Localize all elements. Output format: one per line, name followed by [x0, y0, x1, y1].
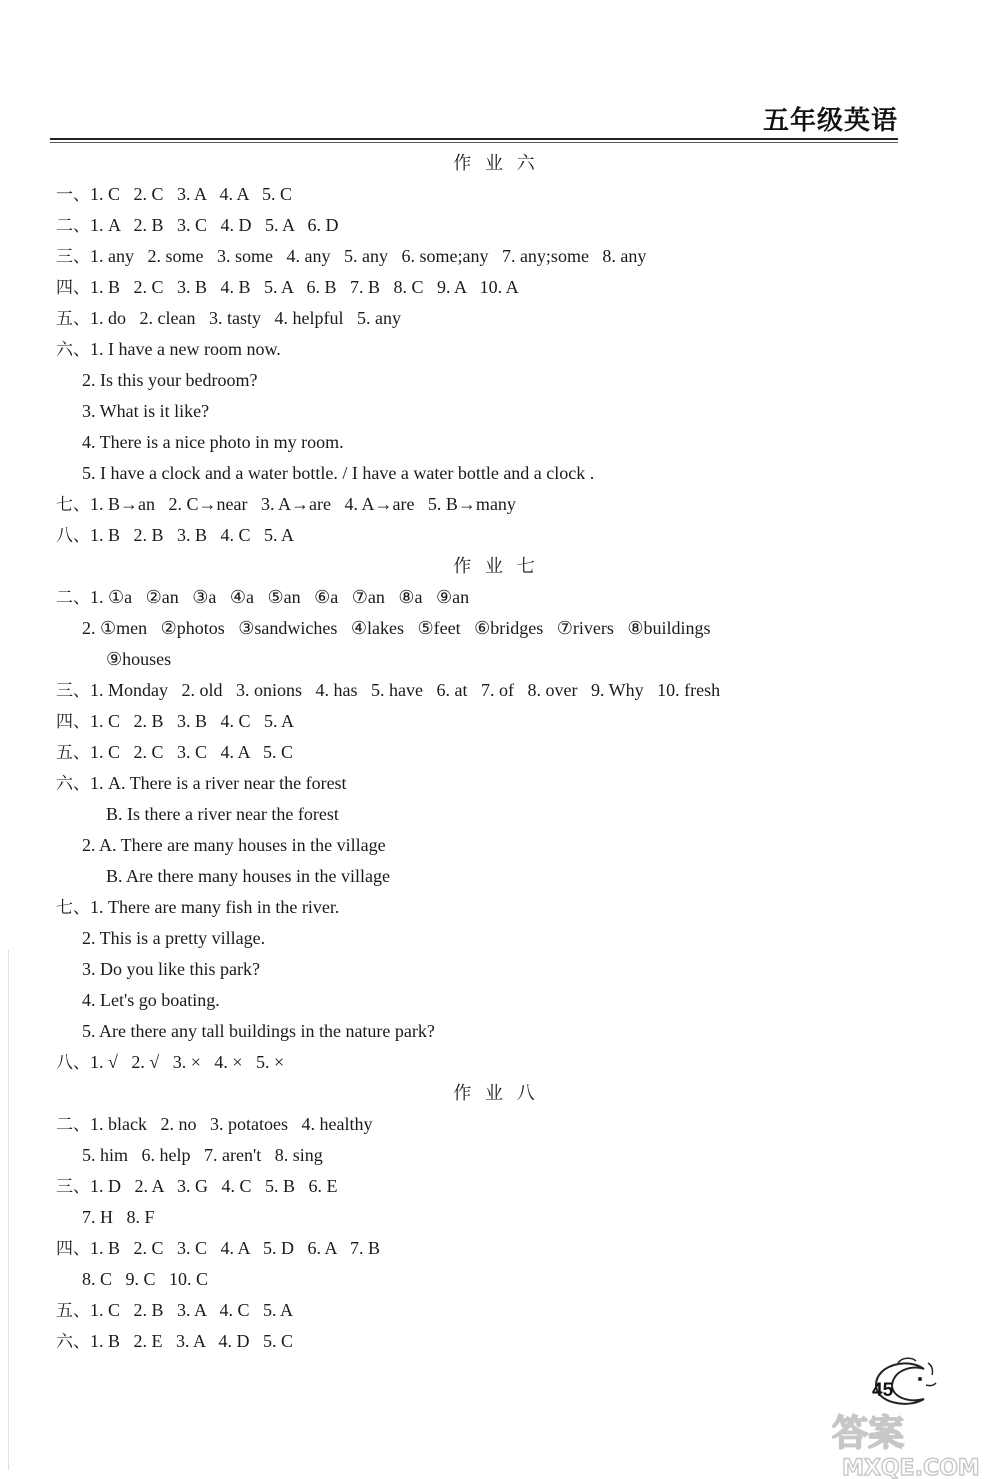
answer-text: 1. C 2. C 3. C 4. A 5. C: [90, 742, 294, 762]
answer-text: 5. him 6. help 7. aren't 8. sing: [82, 1145, 323, 1165]
answer-line: [56, 1047, 936, 1078]
header-rule-thin: [50, 142, 898, 143]
answer-line: [56, 1109, 936, 1140]
answer-text: 1. A. There is a river near the forest: [90, 773, 347, 793]
answer-line: [56, 613, 936, 644]
answer-line: [56, 1171, 936, 1202]
answer-line: [56, 210, 936, 241]
answer-line: [56, 241, 936, 272]
answer-text: 1. B 2. E 3. A 4. D 5. C: [90, 1331, 294, 1351]
answer-line: [56, 1295, 936, 1326]
question-number-label: 八、: [56, 1053, 90, 1073]
answer-line: [56, 985, 936, 1016]
answer-line: [56, 396, 936, 427]
answer-text: 1. I have a new room now.: [90, 339, 281, 359]
answer-line: [56, 706, 936, 737]
question-number-label: 四、: [56, 278, 90, 298]
answer-line: [56, 303, 936, 334]
answer-text: 1. C 2. B 3. A 4. C 5. A: [90, 1300, 294, 1320]
answer-line: [56, 1264, 936, 1295]
watermark-text-main: 答案: [832, 1413, 905, 1454]
section-title: 作 业 六: [453, 153, 539, 174]
answer-line: [56, 644, 936, 675]
question-number-label: 三、: [56, 247, 90, 267]
answer-text: 2. ①men ②photos ③sandwiches ④lakes ⑤feet ⑥bridges ⑦rivers ⑧buildings: [82, 618, 711, 638]
question-number-label: 三、: [56, 681, 90, 701]
page-number: 45: [872, 1380, 894, 1401]
answer-text: 1. B 2. C 3. C 4. A 5. D 6. A 7. B: [90, 1238, 381, 1258]
question-number-label: 四、: [56, 712, 90, 732]
answer-text: 4. There is a nice photo in my room.: [82, 432, 344, 452]
answer-text: 1. do 2. clean 3. tasty 4. helpful 5. any: [90, 308, 401, 328]
answer-line: [56, 458, 936, 489]
answer-text: 1. B 2. C 3. B 4. B 5. A 6. B 7. B 8. C 9. A 10. A: [90, 277, 519, 297]
question-number-label: 七、: [56, 898, 90, 918]
question-number-label: 六、: [56, 1332, 90, 1352]
answer-text: 7. H 8. F: [82, 1207, 155, 1227]
answer-line: [56, 179, 936, 210]
answer-text: 8. C 9. C 10. C: [82, 1269, 209, 1289]
answer-text: 2. This is a pretty village.: [82, 928, 266, 948]
question-number-label: 六、: [56, 340, 90, 360]
answer-line: [56, 861, 936, 892]
answer-line: [56, 582, 936, 613]
question-number-label: 五、: [56, 309, 90, 329]
answer-line: [56, 1326, 936, 1357]
answer-line: [56, 1016, 936, 1047]
question-number-label: 二、: [56, 588, 90, 608]
question-number-label: 三、: [56, 1177, 90, 1197]
section-title: 作 业 八: [453, 1083, 539, 1104]
watermark-logo: [820, 1405, 1000, 1479]
answer-text: B. Are there many houses in the village: [106, 866, 390, 886]
answer-text: 1. C 2. B 3. B 4. C 5. A: [90, 711, 295, 731]
answer-line: [56, 365, 936, 396]
scan-edge-line: [8, 950, 9, 1470]
answer-line: [56, 892, 936, 923]
answer-text: 5. I have a clock and a water bottle. / I have a water bottle and a clock .: [82, 463, 595, 483]
answer-line: [56, 737, 936, 768]
answer-line: [56, 954, 936, 985]
question-number-label: 一、: [56, 185, 90, 205]
answer-text: 1. Monday 2. old 3. onions 4. has 5. have 6. at 7. of 8. over 9. Why 10. fresh: [90, 680, 721, 700]
answer-text: 1. There are many fish in the river.: [90, 897, 340, 917]
answer-text: 1. B→an 2. C→near 3. A→are 4. A→are 5. B→many: [90, 494, 516, 514]
answer-text: 1. D 2. A 3. G 4. C 5. B 6. E: [90, 1176, 338, 1196]
answer-line: [56, 830, 936, 861]
answer-text: 1. B 2. B 3. B 4. C 5. A: [90, 525, 295, 545]
answer-text: 5. Are there any tall buildings in the nature park?: [82, 1021, 435, 1041]
answer-text: B. Is there a river near the forest: [106, 804, 339, 824]
answer-text: ⑨houses: [106, 649, 172, 669]
question-number-label: 七、: [56, 495, 90, 515]
question-number-label: 四、: [56, 1239, 90, 1259]
question-number-label: 二、: [56, 216, 90, 236]
header-rule: [50, 138, 898, 140]
section-title: 作 业 七: [453, 556, 539, 577]
answer-line: [56, 1202, 936, 1233]
answer-line: [56, 675, 936, 706]
question-number-label: 六、: [56, 774, 90, 794]
answer-line: [56, 923, 936, 954]
answer-text: 1. A 2. B 3. C 4. D 5. A 6. D: [90, 215, 339, 235]
answer-line: [56, 768, 936, 799]
page-header-title: 五年级英语: [762, 106, 898, 136]
answer-content: [56, 148, 936, 1357]
answer-line: [56, 489, 936, 520]
answer-text: 1. C 2. C 3. A 4. A 5. C: [90, 184, 293, 204]
watermark-text-url: MXQE.COM: [842, 1456, 980, 1479]
answer-line: [56, 427, 936, 458]
question-number-label: 五、: [56, 1301, 90, 1321]
answer-text: 4. Let's go boating.: [82, 990, 220, 1010]
answer-text: 1. black 2. no 3. potatoes 4. healthy: [90, 1114, 373, 1134]
answer-text: 2. Is this your bedroom?: [82, 370, 258, 390]
answer-text: 3. What is it like?: [82, 401, 210, 421]
answer-line: [56, 272, 936, 303]
question-number-label: 五、: [56, 743, 90, 763]
question-number-label: 二、: [56, 1115, 90, 1135]
answer-text: 1. √ 2. √ 3. × 4. × 5. ×: [90, 1052, 285, 1072]
answer-line: [56, 334, 936, 365]
answer-text: 3. Do you like this park?: [82, 959, 260, 979]
question-number-label: 八、: [56, 526, 90, 546]
answer-text: 2. A. There are many houses in the village: [82, 835, 386, 855]
answer-line: [56, 1140, 936, 1171]
answer-text: 1. ①a ②an ③a ④a ⑤an ⑥a ⑦an ⑧a ⑨an: [90, 587, 470, 607]
answer-line: [56, 1233, 936, 1264]
answer-line: [56, 799, 936, 830]
answer-text: 1. any 2. some 3. some 4. any 5. any 6. some;any 7. any;some 8. any: [90, 246, 647, 266]
answer-line: [56, 520, 936, 551]
